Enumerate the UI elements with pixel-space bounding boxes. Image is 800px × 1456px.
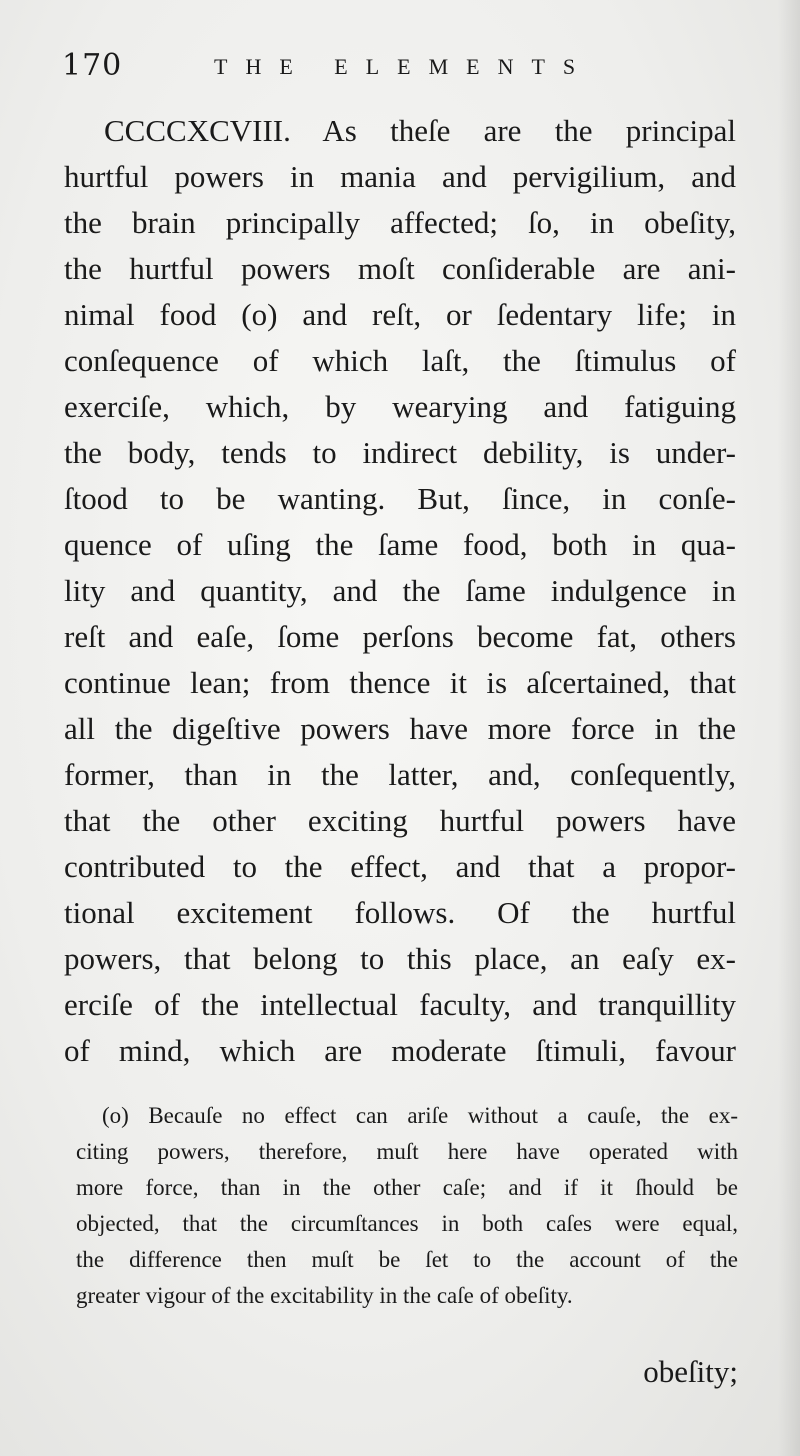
text-line: quence of uſing the ſame food, both in qua-	[64, 527, 736, 562]
footnote-line: greater vigour of the excitability in the caſe of obeſity.	[76, 1283, 573, 1308]
footnote-line: citing powers, therefore, muſt here have operated with	[76, 1139, 738, 1164]
footnote-line: (o) Becauſe no effect can ariſe without a cauſe, the ex-	[102, 1103, 738, 1128]
footnote-line: objected, that the circumſtances in both caſes were equal,	[76, 1211, 738, 1236]
text-line: powers, that belong to this place, an eaſy ex-	[64, 941, 736, 976]
text-line: ſtood to be wanting. But, ſince, in conſe-	[64, 481, 736, 516]
text-line: exerciſe, which, by wearying and fatiguing	[64, 389, 736, 424]
text-line: former, than in the latter, and, conſequently,	[64, 757, 736, 792]
text-line: the body, tends to indirect debility, is under-	[64, 435, 736, 470]
footnote-line: more force, than in the other caſe; and if it ſhould be	[76, 1175, 738, 1200]
text-line: all the digeſtive powers have more force in the	[64, 711, 736, 746]
text-line: tional excitement follows. Of the hurtful	[64, 895, 736, 930]
text-line: that the other exciting hurtful powers have	[64, 803, 736, 838]
text-line: nimal food (o) and reſt, or ſedentary life; in	[64, 297, 736, 332]
footnote-line: the difference then muſt be ſet to the account of the	[76, 1247, 738, 1272]
text-line: erciſe of the intellectual faculty, and tranquillity	[64, 987, 736, 1022]
footnote	[76, 1098, 738, 1314]
text-line: hurtful powers in mania and pervigilium, and	[64, 159, 736, 194]
text-line: lity and quantity, and the ſame indulgence in	[64, 573, 736, 608]
text-line: contributed to the effect, and that a propor-	[64, 849, 736, 884]
text-line: the hurtful powers moſt conſiderable are ani-	[64, 251, 736, 286]
catchword: obeſity;	[643, 1354, 738, 1389]
text-line: of mind, which are moderate ſtimuli, favour	[64, 1033, 736, 1068]
text-line: continue lean; from thence it is aſcertained, that	[64, 665, 736, 700]
page-number: 170	[62, 48, 123, 83]
text-line: CCCCXCVIII. As theſe are the principal	[104, 113, 736, 148]
text-line: reſt and eaſe, ſome perſons become fat, others	[64, 619, 736, 654]
running-head	[62, 48, 622, 88]
main-paragraph	[64, 108, 736, 1074]
text-line: conſequence of which laſt, the ſtimulus of	[64, 343, 736, 378]
running-title: THE ELEMENTS	[214, 54, 594, 79]
text-line: the brain principally affected; ſo, in obeſity,	[64, 205, 736, 240]
